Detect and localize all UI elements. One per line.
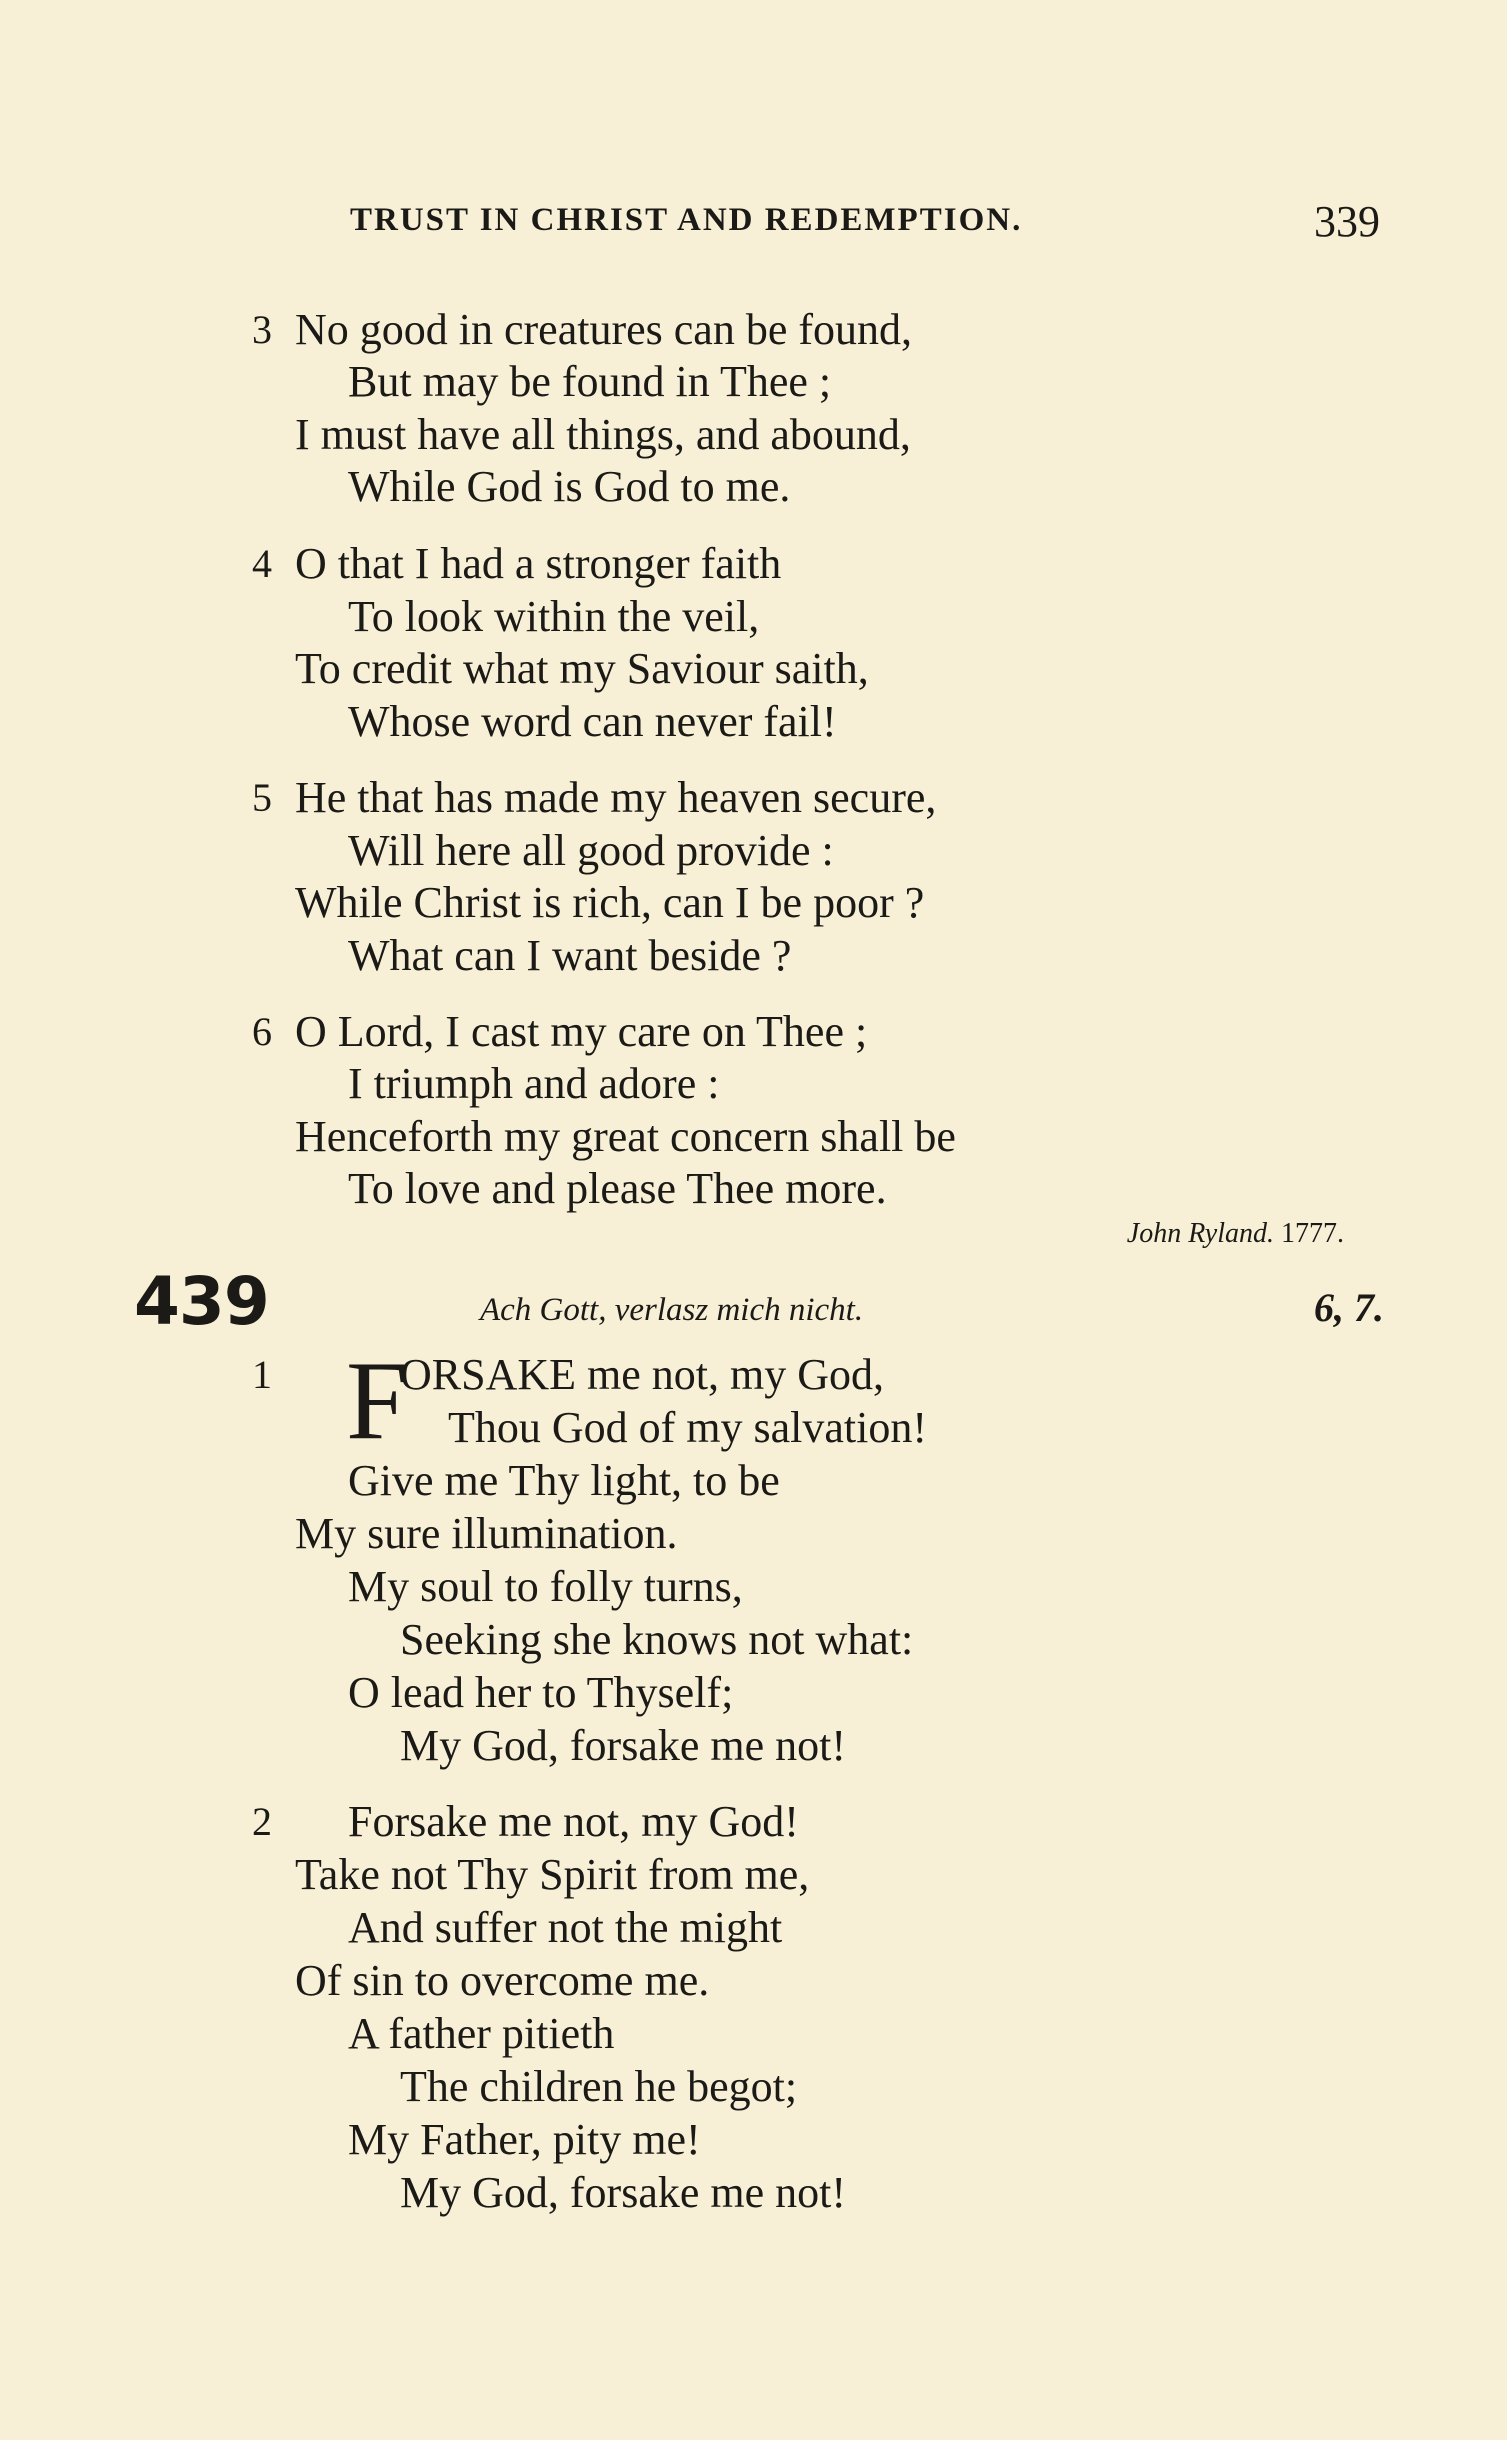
verse-line: Will here all good provide :	[348, 826, 834, 875]
verse-line: But may be found in Thee ;	[348, 357, 832, 406]
verse-line: My God, forsake me not!	[400, 2168, 847, 2217]
tune-name: Ach Gott, verlasz mich nicht.	[480, 1292, 864, 1328]
stanza-number: 6	[252, 1009, 272, 1054]
stanza-number: 4	[252, 541, 272, 586]
verse-line: O lead her to Thyself;	[348, 1668, 734, 1717]
running-header-title: TRUST IN CHRIST AND REDEMPTION.	[350, 202, 1023, 238]
verse-line: He that has made my heaven secure,	[295, 773, 937, 822]
stanza-number: 1	[252, 1352, 272, 1397]
stanza-number: 2	[252, 1799, 272, 1844]
verse-line: My Father, pity me!	[348, 2115, 701, 2164]
verse-line: O Lord, I cast my care on Thee ;	[295, 1007, 868, 1056]
verse-line: Whose word can never fail!	[348, 697, 837, 746]
verse-line: While God is God to me.	[348, 462, 791, 511]
verse-line: The children he begot;	[400, 2062, 798, 2111]
verse-line: To love and please Thee more.	[348, 1164, 887, 1213]
verse-line: While Christ is rich, can I be poor ?	[295, 878, 925, 927]
page-number: 339	[1314, 197, 1380, 246]
verse-line: Of sin to overcome me.	[295, 1956, 710, 2005]
running-header	[350, 197, 1380, 252]
verse-line: Forsake me not, my God!	[348, 1797, 799, 1846]
verse-line: Seeking she knows not what:	[400, 1615, 914, 1664]
hymn-number: 439	[134, 1263, 269, 1340]
stanza-number: 5	[252, 775, 272, 820]
verse-line: Take not Thy Spirit from me,	[295, 1850, 810, 1899]
verse-line: To credit what my Saviour saith,	[295, 644, 869, 693]
verse-line: What can I want beside ?	[348, 931, 792, 980]
verse-line: O that I had a stronger faith	[295, 539, 782, 588]
author-year: 1777.	[1281, 1218, 1344, 1249]
verse-line: Give me Thy light, to be	[348, 1456, 780, 1505]
verse-line: No good in creatures can be found,	[295, 305, 913, 354]
verse-line: I triumph and adore :	[348, 1059, 720, 1108]
hymn-meter: 6, 7.	[1314, 1285, 1384, 1330]
verse-line: My sure illumination.	[295, 1509, 678, 1558]
verse-line: ORSAKE me not, my God,	[400, 1350, 884, 1399]
verse-line: My God, forsake me not!	[400, 1721, 847, 1770]
verse-line: A father pitieth	[348, 2009, 615, 2058]
verse-line: My soul to folly turns,	[348, 1562, 743, 1611]
stanza-number: 3	[252, 307, 272, 352]
hymn-attribution	[1127, 1218, 1344, 1250]
verse-line: Thou God of my salvation!	[448, 1403, 928, 1452]
verse-line: I must have all things, and abound,	[295, 410, 911, 459]
verse-line: And suffer not the might	[348, 1903, 783, 1952]
drop-cap: F	[346, 1339, 409, 1463]
verse-line: To look within the veil,	[348, 592, 760, 641]
verse-line: Henceforth my great concern shall be	[295, 1112, 956, 1161]
author-name: John Ryland.	[1126, 1218, 1274, 1249]
